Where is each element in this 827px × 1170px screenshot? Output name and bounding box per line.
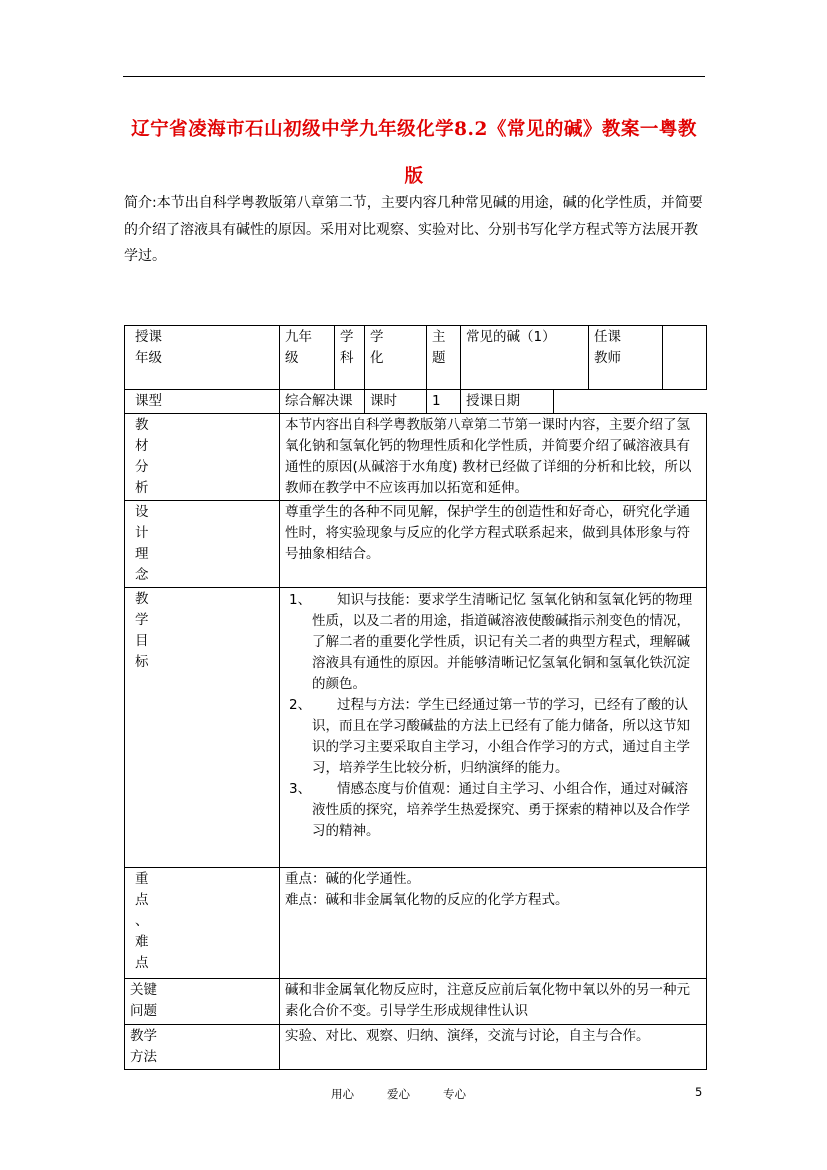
goal-text: 知识与技能：要求学生清晰记忆 氢氧化钠和氢氧化钙的物理性质，以及二者的用途，指道碱溶液使酸碱指示剂变色的情况，了解二者的重要化学性质，识记有关二者的典型方程式，理解碱溶液具有通性的原因。并能够清晰记忆氢氧化铜和氢氧化铁沉淀的颜色。 xyxy=(312,592,693,692)
date-label: 授课日期 xyxy=(461,390,554,414)
hours-label: 课时 xyxy=(365,390,427,414)
analysis-label: 教 材 分 析 xyxy=(125,414,280,501)
goals-list xyxy=(285,590,701,842)
goal-item xyxy=(285,779,701,842)
document-title: 辽宁省凌海市石山初级中学九年级化学8.2《常见的碱》教案一粤教版 xyxy=(131,119,697,187)
grade-label: 授课 年级 xyxy=(125,326,280,390)
topic-value: 常见的碱（1） xyxy=(461,326,589,390)
lesson-plan-table xyxy=(124,325,707,1070)
type-value: 综合解决课 xyxy=(280,390,365,414)
goals-label: 教 学 目 标 xyxy=(125,588,280,868)
subject-label: 学 科 xyxy=(335,326,365,390)
footer-middle: 爱心 xyxy=(387,1087,410,1101)
difficult-point: 难点：碱和非金属氧化物的反应的化学方程式。 xyxy=(285,892,569,908)
keypoints-cell xyxy=(280,868,707,979)
issue-label: 关键 问题 xyxy=(125,979,280,1025)
table-row xyxy=(125,501,707,588)
goal-number: 2、 xyxy=(289,697,312,713)
goal-item xyxy=(285,695,701,779)
table-row xyxy=(125,868,707,979)
design-label: 设 计 理 念 xyxy=(125,501,280,588)
date-value xyxy=(554,390,707,414)
topic-label: 主 题 xyxy=(427,326,461,390)
table-row xyxy=(125,979,707,1025)
teacher-label: 任课 教师 xyxy=(589,326,663,389)
table-row xyxy=(125,390,707,414)
hours-value: 1 xyxy=(427,390,461,414)
footer-right: 专心 xyxy=(443,1087,466,1101)
grade-value: 九年 级 xyxy=(280,326,335,390)
goal-text: 过程与方法：学生已经通过第一节的学习，已经有了酸的认识，而且在学习酸碱盐的方法上已经有了能力储备，所以这节知识的学习主要采取自主学习，小组合作学习的方式，通过自主学习，培养学生比较分析，归纳演绎的能力。 xyxy=(312,697,690,776)
goal-number: 1、 xyxy=(289,592,312,608)
table-row xyxy=(125,1025,707,1070)
teacher-cell xyxy=(589,326,707,390)
goal-item xyxy=(285,590,701,695)
footer-left: 用心 xyxy=(331,1087,354,1101)
method-text: 实验、对比、观察、归纳、演绎，交流与讨论，自主与合作。 xyxy=(280,1025,707,1070)
goal-number: 3、 xyxy=(289,781,312,797)
type-label: 课型 xyxy=(125,390,280,414)
keypoints-label: 重 点 、 难 点 xyxy=(125,868,280,979)
subject-value: 学 化 xyxy=(365,326,427,390)
design-text: 尊重学生的各种不同见解，保护学生的创造性和好奇心，研究化学通性时，将实验现象与反应的化学方程式联系起来，做到具体形象与符号抽象相结合。 xyxy=(280,501,707,588)
header-rule xyxy=(123,76,705,77)
table-row xyxy=(125,588,707,868)
goals-cell xyxy=(280,588,707,868)
page-number: 5 xyxy=(695,1085,703,1099)
goal-text: 情感态度与价值观：通过自主学习、小组合作，通过对碱溶液性质的探究，培养学生热爱探究、勇于探索的精神以及合作学习的精神。 xyxy=(312,781,690,839)
method-label: 教学 方法 xyxy=(125,1025,280,1070)
issue-text: 碱和非金属氧化物反应时，注意反应前后氧化物中氧以外的另一种元素化合价不变。引导学生形成规律性认识 xyxy=(280,979,707,1025)
table-row xyxy=(125,414,707,501)
key-point: 重点：碱的化学通性。 xyxy=(285,871,420,887)
table-row xyxy=(125,326,707,390)
intro-paragraph: 简介:本节出自科学粤教版第八章第二节，主要内容几种常见碱的用途，碱的化学性质，并简要的介绍了溶液具有碱性的原因。采用对比观察、实验对比、分别书写化学方程式等方法展开教学过。 xyxy=(124,195,703,264)
analysis-text: 本节内容出自科学粤教版第八章第二节第一课时内容，主要介绍了氢氧化钠和氢氧化钙的物理性质和化学性质，并简要介绍了碱溶液具有通性的原因(从碱溶于水角度) 教材已经做了详细的分析和比较，所以教师在教学中不应该再加以拓宽和延伸。 xyxy=(280,414,707,501)
